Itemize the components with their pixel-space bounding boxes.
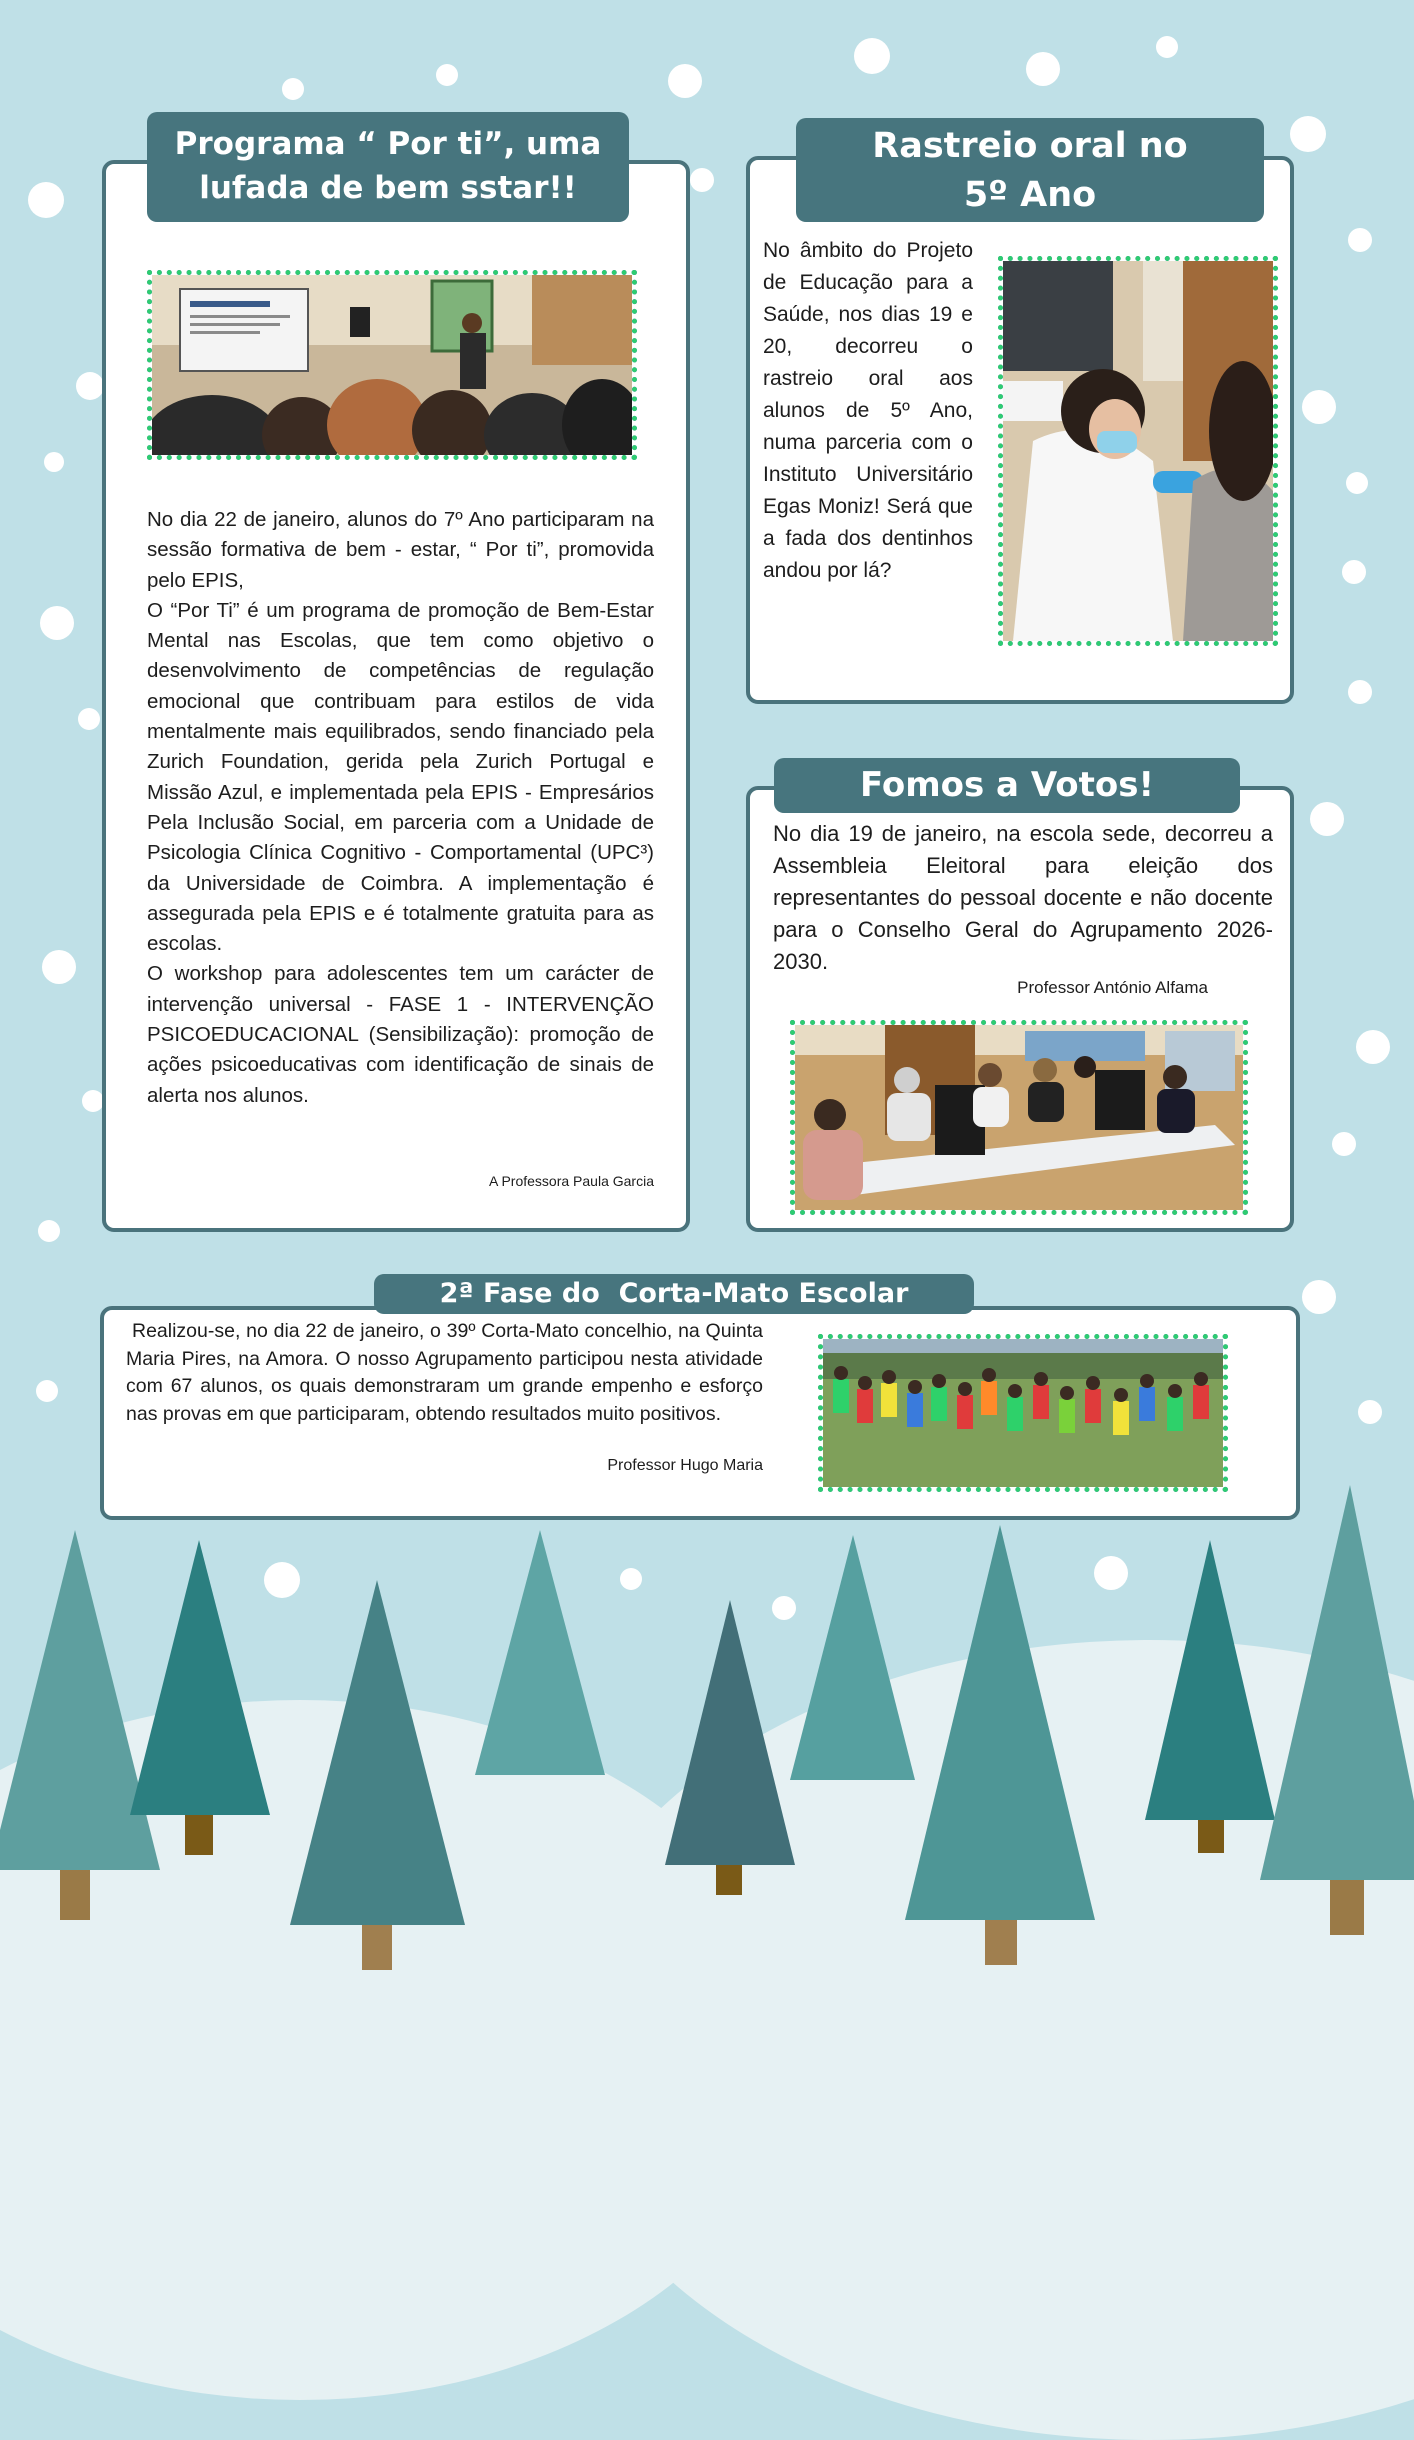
cross-country-race-image <box>823 1339 1223 1487</box>
photo-por-ti-session <box>147 270 637 460</box>
photo-corta-mato <box>818 1334 1228 1492</box>
pine-tree-icon <box>470 1530 610 1780</box>
pine-tree-icon <box>900 1525 1100 1975</box>
article-por-ti-title-line2: lufada de bem sstar!! <box>199 170 577 206</box>
photo-rastreio-oral <box>998 256 1278 646</box>
article-por-ti-signature: A Professora Paula Garcia <box>489 1173 654 1189</box>
article-rastreio-title-tab <box>796 118 1264 222</box>
pine-tree-icon <box>660 1600 800 1900</box>
article-corta-mato-text: Realizou-se, no dia 22 de janeiro, o 39º Corta-Mato concelhio, na Quinta Maria Pires, na Amora. O nosso Agrupamento participou nesta atividade com 67 alunos, os quais demonstraram um grande empenho e esforço nas provas em que participaram, obtendo resultados muito positivos. <box>126 1320 763 1425</box>
article-votos-text: No dia 19 de janeiro, na escola sede, decorreu a Assembleia Eleitoral para eleição dos representantes do pessoal docente e não docente para o Conselho Geral do Agrupamento 2026-2030. <box>773 821 1273 974</box>
article-rastreio-title-line2: 5º Ano <box>963 175 1097 215</box>
dental-screening-image <box>1003 261 1273 641</box>
article-por-ti-paragraph-2: O “Por Ti” é um programa de promoção de Bem-Estar Mental nas Escolas, que tem como objetivo o desenvolvimento de competências de regulação emocional que contribuam para estilos de vida mentalmente mais equilibrados, sendo financiado pela Zurich Foundation, gerida pela Zurich Portugal e Missão Azul, e implementada pela EPIS - Empresários Pela Inclusão Social, em parceria com a Unidade de Psicologia Clínica Cognitivo - Comportamental (UPC³) da Universidade de Coimbra. A implementação é assegurada pela EPIS e é totalmente gratuita para as escolas. <box>147 598 654 956</box>
article-corta-mato-signature: Professor Hugo Maria <box>607 1457 763 1474</box>
article-por-ti-paragraph-3: O workshop para adolescentes tem um carácter de intervenção universal - FASE 1 - INTERVENÇÃO PSICOEDUCACIONAL (Sensibilização): promoção de ações psicoeducativas com identificação de sinais de alerta nos alunos. <box>147 962 654 1107</box>
classroom-presentation-image <box>152 275 632 455</box>
election-assembly-image <box>795 1025 1243 1210</box>
article-rastreio-title-line1: Rastreio oral no <box>872 126 1188 166</box>
article-corta-mato-title-tab: 2ª Fase do Corta-Mato Escolar <box>374 1274 974 1314</box>
pine-tree-icon <box>1250 1485 1414 1945</box>
article-rastreio-text: No âmbito do Projeto de Educação para a Saúde, nos dias 19 e 20, decorreu o rastreio oral aos alunos de 5º Ano, numa parceria com o Instituto Universitário Egas Moniz! Será que a fada dos dentinhos andou por lá? <box>763 239 973 582</box>
article-por-ti-title-tab <box>147 112 629 222</box>
pine-tree-icon <box>290 1580 470 1980</box>
article-por-ti-title-line1: Programa “ Por ti”, uma <box>174 126 602 162</box>
photo-assembleia-eleitoral <box>790 1020 1248 1215</box>
article-por-ti-text <box>147 505 654 1111</box>
pine-tree-icon <box>130 1540 280 1860</box>
article-votos-title-tab: Fomos a Votos! <box>774 758 1240 813</box>
article-por-ti-paragraph-1: No dia 22 de janeiro, alunos do 7º Ano participaram na sessão formativa de bem - estar, “ Por ti”, promovida pelo EPIS, <box>147 508 654 592</box>
article-votos-signature: Professor António Alfama <box>1017 978 1208 997</box>
